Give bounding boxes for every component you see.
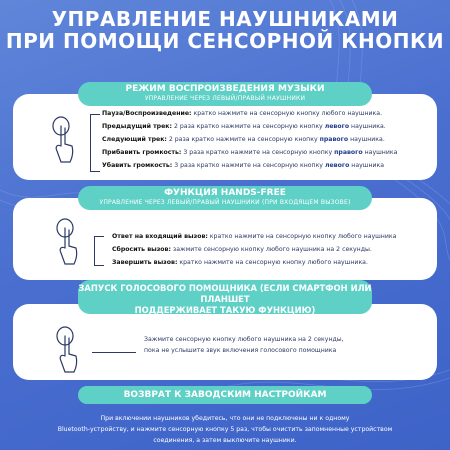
reset-line-3: соединения, а затем выключите наушники.	[153, 437, 297, 444]
music-item-next-track: Следующий трек: 2 раза кратко нажмите на сенсорную кнопку правого наушника.	[102, 136, 385, 143]
handsfree-bracket	[94, 236, 104, 266]
assistant-line-2: пока не услышите звук включения голосового помощника	[144, 347, 337, 354]
reset-line-2: Bluetooth-устройству, и нажмите сенсорную кнопку 5 раз, чтобы очистить запомненные устройством	[57, 426, 393, 433]
music-item-volume-up: Прибавить громкость: 3 раза кратко нажмите на сенсорную кнопку правого наушника	[102, 149, 398, 156]
reset-section-header	[78, 386, 372, 404]
assistant-instructions	[144, 334, 344, 356]
handsfree-instructions	[112, 230, 396, 269]
assistant-section-header	[78, 280, 372, 323]
reset-section-title: ВОЗВРАТ К ЗАВОДСКИМ НАСТРОЙКАМ	[123, 390, 327, 400]
music-section-title: РЕЖИМ ВОСПРОИЗВЕДЕНИЯ МУЗЫКИ	[125, 84, 325, 94]
handsfree-section-header	[78, 186, 372, 210]
assistant-section-subtitle: УПРАВЛЕНИЕ ЧЕРЕЗ ЛЕВЫЙ/ПРАВЫЙ НАУШНИКИ	[144, 316, 306, 323]
music-instructions	[102, 107, 397, 172]
music-section-subtitle: УПРАВЛЕНИЕ ЧЕРЕЗ ЛЕВЫЙ/ПРАВЫЙ НАУШНИКИ	[144, 95, 306, 102]
handsfree-section-title: ФУНКЦИЯ HANDS-FREE	[164, 188, 286, 198]
assistant-connector-line	[92, 352, 136, 353]
page-title	[0, 8, 450, 52]
music-section-header	[78, 82, 372, 106]
touch-gesture-icon	[50, 216, 84, 272]
reset-line-1: При включении наушников убедитесь, что они не подключены ни к одному	[100, 415, 350, 422]
handsfree-item-answer: Ответ на входящий вызов: кратко нажмите на сенсорную кнопку любого наушника	[112, 233, 397, 240]
music-item-play-pause: Пауза/Воспроизведение: кратко нажмите на сенсорную кнопку любого наушника.	[102, 110, 383, 117]
music-item-previous-track: Предыдущий трек: 2 раза кратко нажмите на сенсорную кнопку левого наушника.	[102, 123, 386, 130]
music-bracket	[90, 114, 100, 172]
page-title-line-2: ПРИ ПОМОЩИ СЕНСОРНОЙ КНОПКИ	[5, 29, 445, 53]
handsfree-item-end: Завершить вызов: кратко нажмите на сенсорную кнопку любого наушника.	[112, 259, 368, 266]
touch-gesture-icon	[50, 324, 84, 380]
touch-gesture-icon	[46, 114, 80, 170]
handsfree-section-subtitle: УПРАВЛЕНИЕ ЧЕРЕЗ ЛЕВЫЙ/ПРАВЫЙ НАУШНИКИ (ПРИ ВХОДЯЩЕМ ВЫЗОВЕ)	[99, 199, 351, 206]
assistant-section-title-line-1: ЗАПУСК ГОЛОСОВОГО ПОМОЩНИКА (ЕСЛИ СМАРТФОН ИЛИ ПЛАНШЕТ	[78, 283, 372, 304]
reset-instructions	[20, 413, 430, 446]
music-item-volume-down: Убавить громкость: 3 раза кратко нажмите на сенсорную кнопку левого наушника	[102, 162, 385, 169]
assistant-section-title-line-2: ПОДДЕРЖИВАЕТ ТАКУЮ ФУНКЦИЮ)	[134, 305, 316, 315]
handsfree-item-reject: Сбросить вызов: зажмите сенсорную кнопку любого наушника на 2 секунды.	[112, 246, 372, 253]
assistant-line-1: Зажмите сенсорную кнопку любого наушника на 2 секунды,	[144, 336, 344, 343]
page-title-line-1: УПРАВЛЕНИЕ НАУШНИКАМИ	[51, 7, 399, 31]
